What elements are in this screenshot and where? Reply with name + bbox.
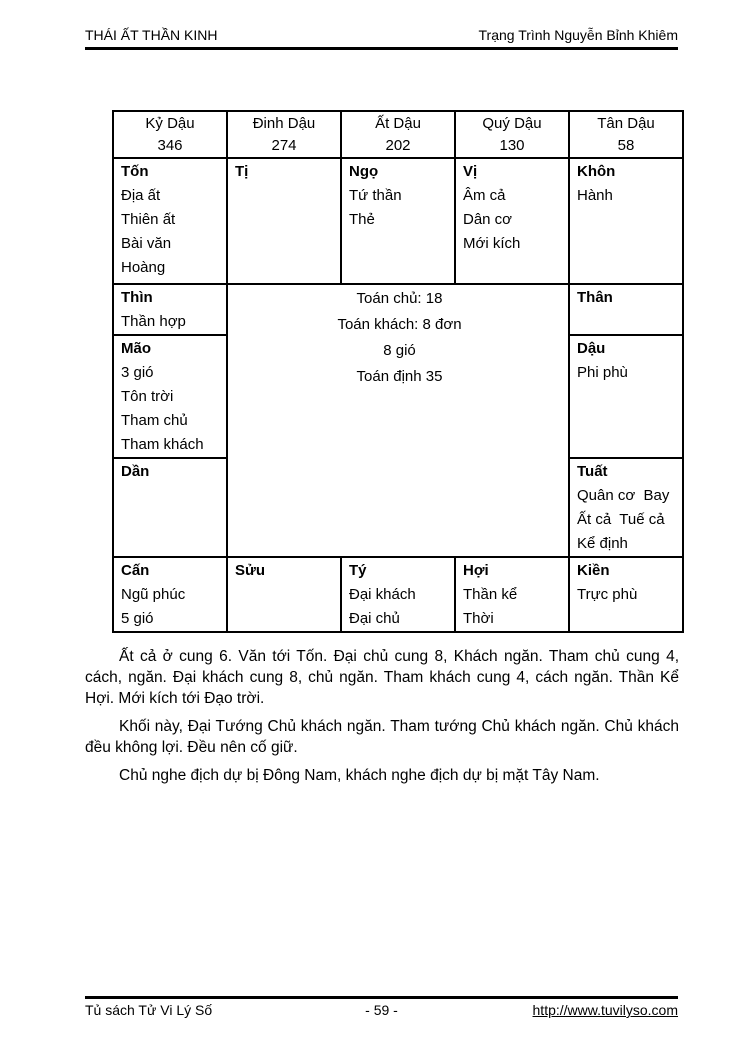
cell-line: Tứ thần xyxy=(349,187,402,204)
cell-line: Thần hợp xyxy=(121,313,186,330)
cell-line: 5 gió xyxy=(121,610,154,627)
header-book-title: THÁI ẤT THẦN KINH xyxy=(85,27,218,43)
cell-thin xyxy=(113,284,227,335)
page-footer xyxy=(85,996,678,1019)
cell-line: Tham chủ xyxy=(121,412,188,429)
cell-line: Ngũ phúc xyxy=(121,586,186,603)
cell-line: Quân cơ Bay xyxy=(577,487,670,504)
palace-title: Mão xyxy=(121,340,151,357)
cell-line: Phi phù xyxy=(577,364,628,381)
cell-line: Tham khách xyxy=(121,436,204,453)
cell-line: Mới kích xyxy=(463,235,521,252)
header-author: Trạng Trình Nguyễn Bỉnh Khiêm xyxy=(478,27,678,43)
palace-title: Thìn xyxy=(121,289,153,306)
year-value: 346 xyxy=(157,137,183,154)
cell-line: Thiên ất xyxy=(121,211,176,228)
palace-title: Tý xyxy=(349,562,367,579)
table-row-north xyxy=(113,557,683,632)
palace-title: Dậu xyxy=(577,340,606,357)
footer-url-link[interactable]: http://www.tuvilyso.com xyxy=(532,1002,679,1018)
year-name: Quý Dậu xyxy=(482,115,542,132)
palace-title: Tuất xyxy=(577,463,608,480)
page-header xyxy=(85,27,678,50)
footer-page-number: - 59 - xyxy=(365,1002,398,1018)
cell-can xyxy=(113,557,227,632)
cell-line: Đại chủ xyxy=(349,610,400,627)
calc-line: Toán định 35 xyxy=(356,368,443,385)
table-row-middle-1 xyxy=(113,284,683,335)
cell-line: Dân cơ xyxy=(463,211,513,228)
cell-tan-dau xyxy=(569,111,683,158)
cell-line: Thần kể xyxy=(463,586,518,603)
cell-ti xyxy=(227,158,341,284)
cell-ton xyxy=(113,158,227,284)
cell-khon xyxy=(569,158,683,284)
table-row-years xyxy=(113,111,683,158)
year-value: 58 xyxy=(617,137,635,154)
cell-vi xyxy=(455,158,569,284)
palace-title: Tị xyxy=(235,163,249,180)
calc-line: 8 gió xyxy=(383,342,416,359)
cell-line: Địa ất xyxy=(121,187,161,204)
cell-ty xyxy=(341,557,455,632)
cell-ky-dau xyxy=(113,111,227,158)
taiyi-chart-table xyxy=(112,110,684,633)
year-value: 130 xyxy=(499,137,525,154)
cell-line: Hoàng xyxy=(121,259,166,276)
cell-kien xyxy=(569,557,683,632)
cell-mao xyxy=(113,335,227,458)
cell-at-dau xyxy=(341,111,455,158)
cell-than xyxy=(569,284,683,335)
cell-line: Thời xyxy=(463,610,494,627)
calc-line: Toán khách: 8 đơn xyxy=(337,316,462,333)
palace-title: Kiền xyxy=(577,562,610,579)
body-text xyxy=(85,646,679,793)
cell-line: Đại khách xyxy=(349,586,416,603)
year-name: Tân Dậu xyxy=(597,115,655,132)
palace-title: Cấn xyxy=(121,562,150,579)
palace-title: Hợi xyxy=(463,562,489,579)
year-name: Đinh Dậu xyxy=(252,115,316,132)
cell-suu xyxy=(227,557,341,632)
palace-title: Tốn xyxy=(121,163,149,180)
body-paragraph-2: Khối này, Đại Tướng Chủ khách ngăn. Tham tướng Chủ khách ngăn. Chủ khách đều không lợi. Đều nên cố giữ. xyxy=(85,718,679,756)
palace-title: Vị xyxy=(463,163,478,180)
cell-quy-dau xyxy=(455,111,569,158)
cell-line: 3 gió xyxy=(121,364,154,381)
cell-dinh-dau xyxy=(227,111,341,158)
palace-title: Thân xyxy=(577,289,613,306)
year-name: Ất Dậu xyxy=(375,115,421,132)
cell-line: Kể định xyxy=(577,535,628,552)
palace-title: Dần xyxy=(121,463,150,480)
palace-title: Sửu xyxy=(235,562,266,579)
table-row-south xyxy=(113,158,683,284)
body-paragraph-3: Chủ nghe địch dự bị Đông Nam, khách nghe địch dự bị mặt Tây Nam. xyxy=(119,767,600,784)
year-value: 274 xyxy=(271,137,297,154)
cell-line: Ất cả Tuế cả xyxy=(577,511,665,528)
cell-tuat xyxy=(569,458,683,557)
cell-line: Thẻ xyxy=(349,211,375,228)
cell-line: Trực phù xyxy=(577,586,638,603)
cell-hoi xyxy=(455,557,569,632)
year-value: 202 xyxy=(385,137,411,154)
cell-line: Hành xyxy=(577,187,613,204)
calc-line: Toán chủ: 18 xyxy=(356,290,443,307)
cell-line: Bài văn xyxy=(121,235,172,252)
palace-title: Ngọ xyxy=(349,163,379,180)
footer-series-title: Tủ sách Tử Vi Lý Số xyxy=(85,1002,213,1018)
palace-title: Khôn xyxy=(577,163,616,180)
cell-line: Tôn trời xyxy=(121,388,174,405)
cell-line: Âm cả xyxy=(463,187,506,204)
cell-dau xyxy=(569,335,683,458)
cell-center-calculations xyxy=(227,284,569,557)
year-name: Kỷ Dậu xyxy=(145,115,195,132)
cell-ngo xyxy=(341,158,455,284)
cell-dan xyxy=(113,458,227,557)
body-paragraph-1: Ất cả ở cung 6. Văn tới Tốn. Đại chủ cung 8, Khách ngăn. Tham chủ cung 4, cách, ngăn. Đại khách cung 8, chủ ngăn. Tham khách cung 4, cách ngăn. Thần Kể Hợi. Mới kích tới Đạo trời. xyxy=(85,648,679,707)
